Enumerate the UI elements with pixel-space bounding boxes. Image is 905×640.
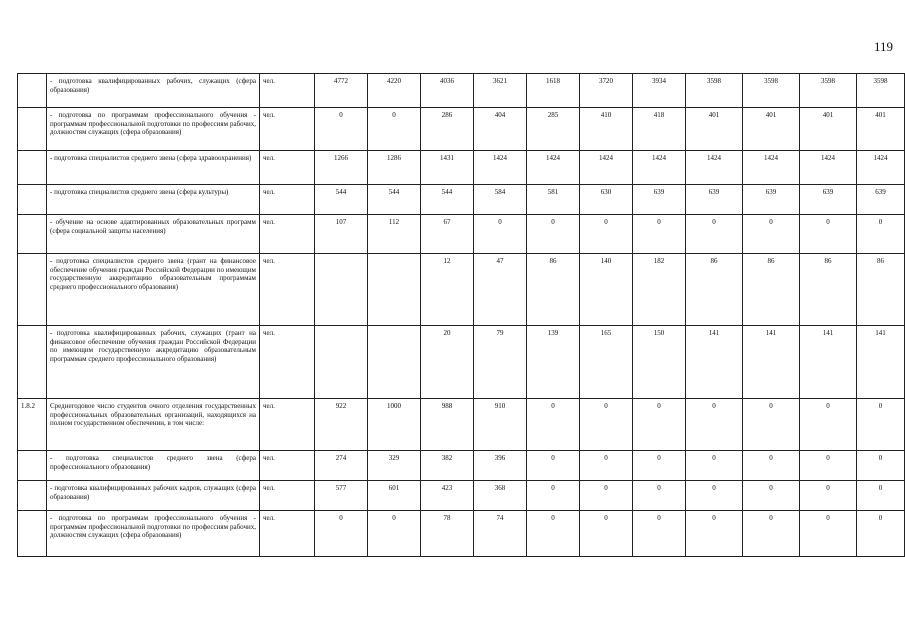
value-cell: 4220 — [368, 74, 421, 108]
value-cell: 922 — [315, 399, 368, 451]
value-cell: 639 — [800, 185, 857, 215]
value-cell: 910 — [474, 399, 527, 451]
statistics-table — [17, 73, 905, 557]
value-cell: 0 — [800, 481, 857, 511]
value-cell: 0 — [800, 215, 857, 254]
value-cell: 544 — [368, 185, 421, 215]
value-cell: 1424 — [800, 151, 857, 185]
value-cell: 1424 — [580, 151, 633, 185]
value-cell: 0 — [633, 399, 686, 451]
value-cell: 0 — [686, 481, 743, 511]
row-description: - подготовка квалифицированных рабочих, служащих (грант на финансовое обеспечение обучения граждан Российской Федерации по имеющим государственную аккредитацию образовательным программам среднего профессионального образования) — [47, 326, 260, 399]
value-cell: 86 — [743, 254, 800, 326]
table-row — [18, 185, 905, 215]
value-cell: 286 — [421, 108, 474, 151]
table-row — [18, 481, 905, 511]
row-code — [18, 326, 47, 399]
value-cell: 1424 — [527, 151, 580, 185]
value-cell: 0 — [686, 215, 743, 254]
value-cell: 74 — [474, 511, 527, 557]
value-cell: 0 — [743, 511, 800, 557]
value-cell: 78 — [421, 511, 474, 557]
value-cell: 401 — [857, 108, 905, 151]
value-cell: 0 — [527, 481, 580, 511]
value-cell: 274 — [315, 451, 368, 481]
value-cell: 0 — [580, 399, 633, 451]
value-cell: 1431 — [421, 151, 474, 185]
value-cell: 630 — [580, 185, 633, 215]
value-cell: 79 — [474, 326, 527, 399]
value-cell: 382 — [421, 451, 474, 481]
value-cell: 0 — [743, 451, 800, 481]
value-cell: 4772 — [315, 74, 368, 108]
value-cell: 423 — [421, 481, 474, 511]
value-cell: 182 — [633, 254, 686, 326]
value-cell: 639 — [857, 185, 905, 215]
value-cell: 141 — [857, 326, 905, 399]
row-unit: чел. — [260, 511, 315, 557]
value-cell: 1424 — [686, 151, 743, 185]
value-cell: 988 — [421, 399, 474, 451]
table-row — [18, 326, 905, 399]
value-cell: 0 — [686, 511, 743, 557]
value-cell: 0 — [633, 215, 686, 254]
value-cell — [368, 326, 421, 399]
value-cell: 285 — [527, 108, 580, 151]
value-cell: 401 — [800, 108, 857, 151]
value-cell: 3598 — [857, 74, 905, 108]
value-cell: 0 — [743, 215, 800, 254]
row-description: - подготовка специалистов среднего звена (сфера профессионального образования) — [47, 451, 260, 481]
table-row — [18, 399, 905, 451]
value-cell: 581 — [527, 185, 580, 215]
value-cell: 0 — [580, 481, 633, 511]
row-code — [18, 151, 47, 185]
value-cell: 107 — [315, 215, 368, 254]
value-cell: 3598 — [743, 74, 800, 108]
value-cell: 0 — [800, 451, 857, 481]
value-cell: 86 — [857, 254, 905, 326]
value-cell: 0 — [580, 215, 633, 254]
value-cell: 601 — [368, 481, 421, 511]
value-cell: 141 — [686, 326, 743, 399]
row-description: - подготовка по программам профессионального обучения - программам профессиональной подготовки по профессиям рабочих, должностям служащих (сфера образования) — [47, 511, 260, 557]
value-cell: 639 — [633, 185, 686, 215]
value-cell: 577 — [315, 481, 368, 511]
table-row — [18, 108, 905, 151]
row-unit: чел. — [260, 451, 315, 481]
row-code — [18, 451, 47, 481]
table-row — [18, 151, 905, 185]
row-description: - подготовка квалифицированных рабочих кадров, служащих (сфера образования) — [47, 481, 260, 511]
value-cell: 86 — [686, 254, 743, 326]
row-unit: чел. — [260, 215, 315, 254]
value-cell: 639 — [686, 185, 743, 215]
table-row — [18, 254, 905, 326]
value-cell: 150 — [633, 326, 686, 399]
value-cell: 141 — [800, 326, 857, 399]
value-cell: 1618 — [527, 74, 580, 108]
row-code — [18, 481, 47, 511]
value-cell — [368, 254, 421, 326]
value-cell: 0 — [315, 108, 368, 151]
row-code — [18, 511, 47, 557]
value-cell: 639 — [743, 185, 800, 215]
value-cell: 86 — [800, 254, 857, 326]
value-cell: 401 — [743, 108, 800, 151]
value-cell: 165 — [580, 326, 633, 399]
value-cell: 141 — [743, 326, 800, 399]
row-code — [18, 254, 47, 326]
value-cell: 0 — [633, 481, 686, 511]
row-unit: чел. — [260, 151, 315, 185]
row-unit: чел. — [260, 254, 315, 326]
row-code: 1.8.2 — [18, 399, 47, 451]
value-cell: 12 — [421, 254, 474, 326]
value-cell: 112 — [368, 215, 421, 254]
value-cell: 140 — [580, 254, 633, 326]
value-cell: 0 — [527, 399, 580, 451]
value-cell: 139 — [527, 326, 580, 399]
value-cell: 0 — [800, 511, 857, 557]
value-cell: 544 — [421, 185, 474, 215]
value-cell: 1286 — [368, 151, 421, 185]
value-cell: 0 — [527, 451, 580, 481]
value-cell — [315, 254, 368, 326]
table-row — [18, 215, 905, 254]
value-cell: 67 — [421, 215, 474, 254]
value-cell: 1266 — [315, 151, 368, 185]
value-cell: 401 — [686, 108, 743, 151]
value-cell: 1424 — [474, 151, 527, 185]
value-cell: 0 — [633, 451, 686, 481]
value-cell: 3621 — [474, 74, 527, 108]
value-cell: 0 — [686, 451, 743, 481]
value-cell: 396 — [474, 451, 527, 481]
value-cell: 584 — [474, 185, 527, 215]
row-unit: чел. — [260, 399, 315, 451]
value-cell: 544 — [315, 185, 368, 215]
value-cell: 0 — [743, 399, 800, 451]
table-row — [18, 511, 905, 557]
value-cell: 1424 — [857, 151, 905, 185]
row-unit: чел. — [260, 481, 315, 511]
value-cell: 0 — [580, 451, 633, 481]
value-cell: 0 — [686, 399, 743, 451]
value-cell: 20 — [421, 326, 474, 399]
value-cell: 0 — [527, 511, 580, 557]
value-cell: 4036 — [421, 74, 474, 108]
value-cell: 3598 — [800, 74, 857, 108]
row-code — [18, 185, 47, 215]
value-cell: 410 — [580, 108, 633, 151]
value-cell: 3934 — [633, 74, 686, 108]
row-description: - подготовка специалистов среднего звена (сфера культуры) — [47, 185, 260, 215]
value-cell: 404 — [474, 108, 527, 151]
value-cell: 0 — [315, 511, 368, 557]
page-number: 119 — [873, 39, 893, 54]
value-cell: 86 — [527, 254, 580, 326]
row-unit: чел. — [260, 326, 315, 399]
row-code — [18, 108, 47, 151]
value-cell: 3720 — [580, 74, 633, 108]
row-code — [18, 215, 47, 254]
value-cell — [315, 326, 368, 399]
value-cell: 0 — [368, 511, 421, 557]
row-unit: чел. — [260, 185, 315, 215]
value-cell: 368 — [474, 481, 527, 511]
row-description: - обучение на основе адаптированных образовательных программ (сфера социальной защиты населения) — [47, 215, 260, 254]
row-description: - подготовка квалифицированных рабочих, служащих (сфера образования) — [47, 74, 260, 108]
value-cell: 0 — [857, 481, 905, 511]
row-description: - подготовка специалистов среднего звена (грант на финансовое обеспечение обучения граждан Российской Федерации по имеющим государственную аккредитацию образовательным программам среднего профессионального образования) — [47, 254, 260, 326]
value-cell: 3598 — [686, 74, 743, 108]
value-cell: 0 — [474, 215, 527, 254]
value-cell: 0 — [800, 399, 857, 451]
table-row — [18, 74, 905, 108]
row-description: - подготовка по программам профессионального обучения - программам профессиональной подготовки по профессиям рабочих, должностям служащих (сфера образования) — [47, 108, 260, 151]
value-cell: 0 — [857, 215, 905, 254]
row-description: - подготовка специалистов среднего звена (сфера здравоохранения) — [47, 151, 260, 185]
value-cell: 0 — [580, 511, 633, 557]
value-cell: 0 — [857, 511, 905, 557]
value-cell: 0 — [633, 511, 686, 557]
value-cell: 329 — [368, 451, 421, 481]
row-unit: чел. — [260, 74, 315, 108]
value-cell: 0 — [743, 481, 800, 511]
table-row — [18, 451, 905, 481]
value-cell: 1424 — [633, 151, 686, 185]
value-cell: 1424 — [743, 151, 800, 185]
row-code — [18, 74, 47, 108]
value-cell: 0 — [857, 399, 905, 451]
row-unit: чел. — [260, 108, 315, 151]
value-cell: 47 — [474, 254, 527, 326]
value-cell: 0 — [527, 215, 580, 254]
value-cell: 0 — [368, 108, 421, 151]
value-cell: 1000 — [368, 399, 421, 451]
row-description: Среднегодовое число студентов очного отделения государственных профессиональных образовательных организаций, находящихся на полном государственном обеспечении, в том числе: — [47, 399, 260, 451]
value-cell: 418 — [633, 108, 686, 151]
value-cell: 0 — [857, 451, 905, 481]
